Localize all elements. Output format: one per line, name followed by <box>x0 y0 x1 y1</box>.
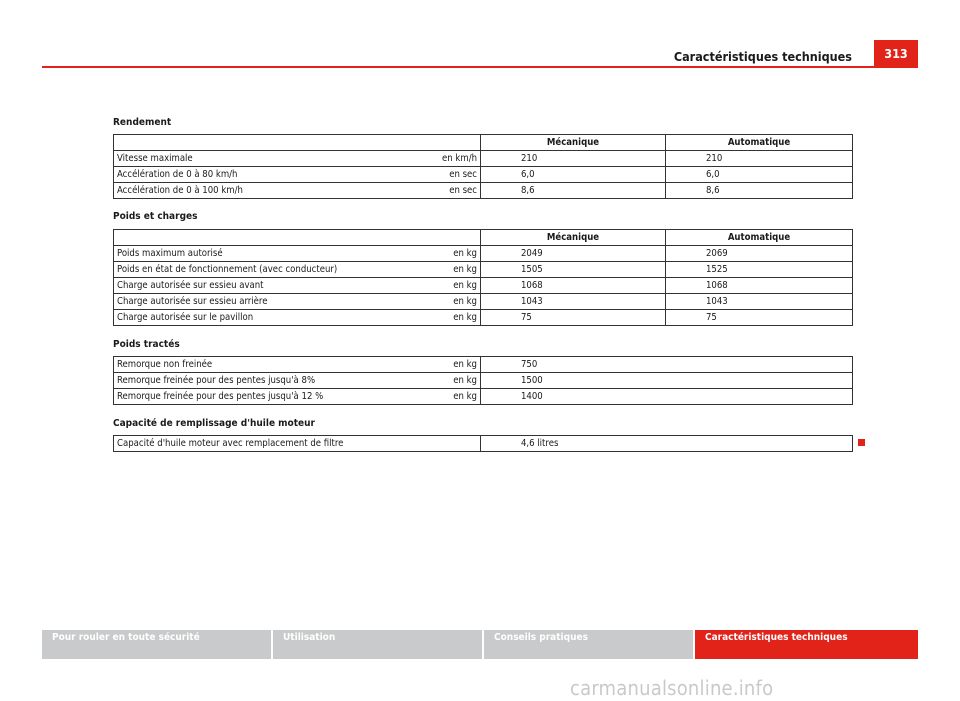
table-header-row <box>114 135 853 151</box>
row-label: Remorque freinée pour des pentes jusqu'à 12 % <box>114 389 344 405</box>
row-value-automatique: 6,0 <box>666 167 853 183</box>
table-row <box>114 294 853 310</box>
row-label: Charge autorisée sur essieu arrière <box>114 294 344 310</box>
row-value-automatique: 8,6 <box>666 183 853 199</box>
section-title-tractes: Poids tractés <box>113 339 180 350</box>
table-row <box>114 389 853 405</box>
row-label: Remorque non freinée <box>114 357 344 373</box>
col-header-automatique: Automatique <box>666 135 853 151</box>
footer-tab-caracteristiques[interactable]: Caractéristiques techniques <box>695 630 918 659</box>
col-header-mecanique: Mécanique <box>481 135 666 151</box>
row-unit: en kg <box>344 246 481 262</box>
row-unit: en kg <box>344 278 481 294</box>
page-header-title: Caractéristiques techniques <box>673 49 852 64</box>
footer-tab-utilisation[interactable]: Utilisation <box>273 630 482 659</box>
row-value-automatique: 1043 <box>666 294 853 310</box>
row-unit: en kg <box>344 373 481 389</box>
row-value-mecanique: 1505 <box>481 262 666 278</box>
row-value-automatique: 1068 <box>666 278 853 294</box>
row-value: 4,6 litres <box>481 436 853 452</box>
table-header-row <box>114 230 853 246</box>
row-label: Vitesse maximale <box>114 151 344 167</box>
row-value-mecanique: 2049 <box>481 246 666 262</box>
section-title-poids: Poids et charges <box>113 211 198 222</box>
row-label: Poids en état de fonctionnement (avec conducteur) <box>114 262 344 278</box>
row-unit: en km/h <box>344 151 481 167</box>
row-value-automatique: 75 <box>666 310 853 326</box>
row-unit: en kg <box>344 262 481 278</box>
col-header-mecanique: Mécanique <box>481 230 666 246</box>
footer-nav <box>42 630 918 659</box>
row-unit: en kg <box>344 310 481 326</box>
row-unit: en sec <box>344 183 481 199</box>
table-poids <box>113 229 853 326</box>
table-row <box>114 278 853 294</box>
section-end-marker <box>858 439 865 446</box>
table-row <box>114 246 853 262</box>
row-label: Accélération de 0 à 80 km/h <box>114 167 344 183</box>
row-value: 750 <box>481 357 853 373</box>
row-value-automatique: 210 <box>666 151 853 167</box>
row-value-automatique: 2069 <box>666 246 853 262</box>
table-row <box>114 310 853 326</box>
row-value-mecanique: 8,6 <box>481 183 666 199</box>
table-header-blank <box>114 135 481 151</box>
row-value-mecanique: 1068 <box>481 278 666 294</box>
row-label: Charge autorisée sur essieu avant <box>114 278 344 294</box>
table-huile <box>113 435 853 452</box>
row-value-mecanique: 6,0 <box>481 167 666 183</box>
table-rendement <box>113 134 853 199</box>
table-row <box>114 373 853 389</box>
col-header-automatique: Automatique <box>666 230 853 246</box>
table-row <box>114 357 853 373</box>
row-value: 1400 <box>481 389 853 405</box>
row-value-automatique: 1525 <box>666 262 853 278</box>
section-title-rendement: Rendement <box>113 117 172 128</box>
page-number: 313 <box>874 40 918 67</box>
row-value-mecanique: 75 <box>481 310 666 326</box>
row-value-mecanique: 210 <box>481 151 666 167</box>
row-label: Remorque freinée pour des pentes jusqu'à 8% <box>114 373 344 389</box>
row-unit: en kg <box>344 294 481 310</box>
table-tractes <box>113 356 853 405</box>
table-row <box>114 436 853 452</box>
row-value: 1500 <box>481 373 853 389</box>
watermark-text: carmanualsonline.info <box>570 676 774 700</box>
row-label: Charge autorisée sur le pavillon <box>114 310 344 326</box>
row-unit: en kg <box>344 389 481 405</box>
table-row <box>114 262 853 278</box>
table-row <box>114 151 853 167</box>
table-row <box>114 183 853 199</box>
row-unit: en kg <box>344 357 481 373</box>
row-unit: en sec <box>344 167 481 183</box>
table-row <box>114 167 853 183</box>
row-value-mecanique: 1043 <box>481 294 666 310</box>
row-label: Accélération de 0 à 100 km/h <box>114 183 344 199</box>
section-title-huile: Capacité de remplissage d'huile moteur <box>113 418 315 429</box>
header-divider <box>42 66 918 68</box>
row-label: Capacité d'huile moteur avec remplacement de filtre <box>114 436 481 452</box>
footer-tab-securite[interactable]: Pour rouler en toute sécurité <box>42 630 271 659</box>
table-header-blank <box>114 230 481 246</box>
row-label: Poids maximum autorisé <box>114 246 344 262</box>
footer-tab-conseils[interactable]: Conseils pratiques <box>484 630 693 659</box>
